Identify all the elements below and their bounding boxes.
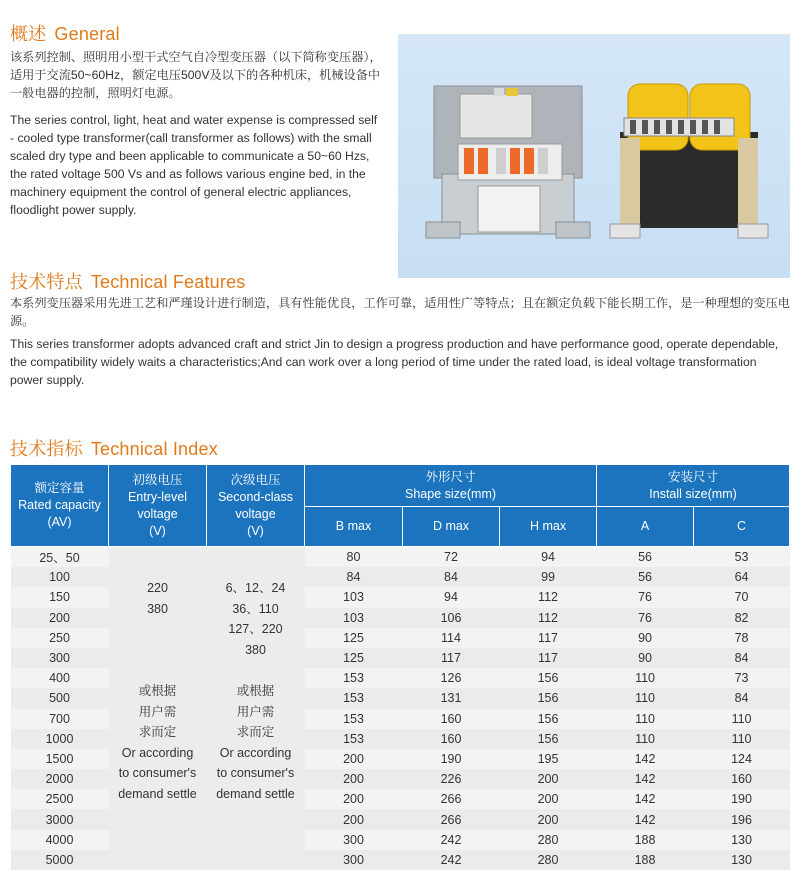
general-text-en: The series control, light, heat and water expense is compressed self - cooled type transformer(call transformer as follows) with the small scaled dry type and been applicable to communicate a 50~60 Hzs, the rated voltage 500 Vs and as follows various engine bed, in the machinery equipment the control of general electric appliances, floodlight power supply. xyxy=(10,113,378,217)
header-install-cn: 安装尺寸 xyxy=(668,469,719,484)
cell-c: 70 xyxy=(694,587,790,607)
cell-c: 53 xyxy=(694,547,790,568)
secondary-value: 127、220 xyxy=(228,622,283,636)
cell-capacity: 4000 xyxy=(11,830,109,850)
cell-b-max: 300 xyxy=(305,850,403,870)
index-title-cn: 技术指标 xyxy=(10,439,83,459)
cell-h-max: 280 xyxy=(500,830,597,850)
cell-capacity: 5000 xyxy=(11,850,109,870)
cell-d-max: 126 xyxy=(403,668,500,688)
header-install-en: Install size(mm) xyxy=(649,486,737,501)
cell-a: 90 xyxy=(597,628,694,648)
cell-d-max: 114 xyxy=(403,628,500,648)
cell-h-max: 195 xyxy=(500,749,597,769)
header-primary-en: Entry-level voltage xyxy=(127,489,188,521)
features-heading xyxy=(10,268,246,294)
cell-capacity: 2000 xyxy=(11,769,109,789)
cell-secondary-voltage xyxy=(207,547,305,871)
header-d-max: D max xyxy=(403,507,500,547)
cell-capacity: 25、50 xyxy=(11,547,109,568)
cell-a: 110 xyxy=(597,729,694,749)
cell-a: 142 xyxy=(597,789,694,809)
cell-h-max: 99 xyxy=(500,567,597,587)
transformer-illustration xyxy=(398,34,790,278)
cell-h-max: 280 xyxy=(500,850,597,870)
cell-d-max: 84 xyxy=(403,567,500,587)
header-shape-cn: 外形尺寸 xyxy=(425,469,476,484)
cell-d-max: 242 xyxy=(403,830,500,850)
header-capacity-unit: (AV) xyxy=(47,515,72,529)
cell-c: 196 xyxy=(694,809,790,829)
cell-h-max: 117 xyxy=(500,628,597,648)
cell-capacity: 150 xyxy=(11,587,109,607)
features-title-cn: 技术特点 xyxy=(10,272,83,292)
cell-b-max: 200 xyxy=(305,769,403,789)
cell-b-max: 300 xyxy=(305,830,403,850)
cell-h-max: 200 xyxy=(500,809,597,829)
cell-capacity: 400 xyxy=(11,668,109,688)
cell-capacity: 2500 xyxy=(11,789,109,809)
cell-d-max: 72 xyxy=(403,547,500,568)
cell-d-max: 131 xyxy=(403,688,500,708)
cell-c: 190 xyxy=(694,789,790,809)
cell-c: 130 xyxy=(694,830,790,850)
secondary-value: 6、12、24 xyxy=(225,581,286,595)
cell-a: 90 xyxy=(597,648,694,668)
cell-d-max: 266 xyxy=(403,789,500,809)
primary-value: 220 xyxy=(147,581,168,595)
cell-d-max: 94 xyxy=(403,587,500,607)
index-title-en: Technical Index xyxy=(90,439,218,459)
cell-c: 124 xyxy=(694,749,790,769)
cell-capacity: 1000 xyxy=(11,729,109,749)
header-capacity-cn: 额定容量 xyxy=(34,481,85,495)
cell-b-max: 153 xyxy=(305,729,403,749)
custom-note-line: 求而定 xyxy=(236,725,275,739)
primary-value: 380 xyxy=(147,601,168,616)
cell-a: 56 xyxy=(597,547,694,568)
cell-b-max: 125 xyxy=(305,648,403,668)
cell-b-max: 200 xyxy=(305,789,403,809)
custom-note-line: Or according xyxy=(121,745,194,760)
cell-a: 142 xyxy=(597,769,694,789)
header-h-max: H max xyxy=(500,507,597,547)
cell-c: 160 xyxy=(694,769,790,789)
cell-d-max: 160 xyxy=(403,729,500,749)
cell-c: 78 xyxy=(694,628,790,648)
cell-d-max: 226 xyxy=(403,769,500,789)
cell-c: 73 xyxy=(694,668,790,688)
header-shape-en: Shape size(mm) xyxy=(405,486,497,501)
header-primary-unit: (V) xyxy=(149,523,166,538)
cell-h-max: 117 xyxy=(500,648,597,668)
cell-b-max: 80 xyxy=(305,547,403,568)
cell-a: 110 xyxy=(597,668,694,688)
cell-b-max: 103 xyxy=(305,608,403,628)
cell-capacity: 200 xyxy=(11,608,109,628)
cell-b-max: 84 xyxy=(305,567,403,587)
header-capacity xyxy=(11,465,109,547)
cell-d-max: 242 xyxy=(403,850,500,870)
header-shape xyxy=(305,465,597,507)
cell-b-max: 153 xyxy=(305,668,403,688)
cell-a: 56 xyxy=(597,567,694,587)
cell-c: 64 xyxy=(694,567,790,587)
cell-c: 110 xyxy=(694,709,790,729)
cell-c: 110 xyxy=(694,729,790,749)
cell-h-max: 200 xyxy=(500,789,597,809)
general-title-en: General xyxy=(54,24,120,44)
cell-a: 142 xyxy=(597,809,694,829)
index-heading xyxy=(10,435,218,461)
cell-h-max: 200 xyxy=(500,769,597,789)
secondary-value: 380 xyxy=(245,642,266,657)
custom-note-line: 求而定 xyxy=(138,725,177,739)
cell-c: 82 xyxy=(694,608,790,628)
cell-h-max: 156 xyxy=(500,729,597,749)
cell-b-max: 125 xyxy=(305,628,403,648)
custom-note-line: 或根据 xyxy=(138,684,177,698)
cell-b-max: 200 xyxy=(305,749,403,769)
cell-b-max: 153 xyxy=(305,709,403,729)
secondary-value: 36、110 xyxy=(232,601,279,616)
cell-b-max: 153 xyxy=(305,688,403,708)
custom-note-line: to consumer's xyxy=(118,766,197,780)
cell-h-max: 112 xyxy=(500,608,597,628)
cell-c: 130 xyxy=(694,850,790,870)
cell-b-max: 200 xyxy=(305,809,403,829)
cell-c: 84 xyxy=(694,648,790,668)
cell-a: 76 xyxy=(597,608,694,628)
general-heading xyxy=(10,20,120,46)
features-text-en: This series transformer adopts advanced craft and strict Jin to design a progress production and have performance good, operate dependable, the compatibility widely waits a characteristics;And can work over a long period of time under the rated load, is ideal voltage transformation power supply. xyxy=(10,337,779,387)
cell-primary-voltage xyxy=(109,547,207,871)
cell-h-max: 112 xyxy=(500,587,597,607)
header-secondary-cn: 次级电压 xyxy=(230,472,281,487)
custom-note-line: 用户需 xyxy=(236,704,275,719)
cell-a: 188 xyxy=(597,850,694,870)
header-secondary-unit: (V) xyxy=(247,523,264,538)
cell-a: 110 xyxy=(597,688,694,708)
cell-d-max: 266 xyxy=(403,809,500,829)
custom-note-line: 或根据 xyxy=(236,684,275,698)
header-secondary-en: Second-class voltage xyxy=(217,489,294,521)
cell-capacity: 250 xyxy=(11,628,109,648)
table-row xyxy=(11,547,790,568)
cell-d-max: 106 xyxy=(403,608,500,628)
cell-h-max: 156 xyxy=(500,709,597,729)
header-primary-cn: 初级电压 xyxy=(132,472,183,487)
general-title-cn: 概述 xyxy=(10,24,47,44)
header-c: C xyxy=(694,507,790,547)
cell-h-max: 156 xyxy=(500,688,597,708)
cell-d-max: 190 xyxy=(403,749,500,769)
header-secondary xyxy=(207,465,305,547)
cell-b-max: 103 xyxy=(305,587,403,607)
product-photo xyxy=(398,34,790,278)
general-text-cn: 该系列控制、照明用小型干式空气自冷型变压器（以下简称变压器），适用于交流50~60Hz，额定电压500V及以下的各种机床，机械设备中一般电器的控制，照明灯电源。 xyxy=(10,50,382,100)
cell-d-max: 117 xyxy=(403,648,500,668)
cell-capacity: 700 xyxy=(11,709,109,729)
cell-a: 110 xyxy=(597,709,694,729)
custom-note-line: demand settle xyxy=(118,786,197,801)
custom-note-line: demand settle xyxy=(216,786,295,801)
header-a: A xyxy=(597,507,694,547)
header-primary xyxy=(109,465,207,547)
header-b-max: B max xyxy=(305,507,403,547)
cell-c: 84 xyxy=(694,688,790,708)
cell-a: 76 xyxy=(597,587,694,607)
features-title-en: Technical Features xyxy=(90,272,246,292)
custom-note-line: to consumer's xyxy=(216,766,295,780)
cell-a: 188 xyxy=(597,830,694,850)
cell-h-max: 156 xyxy=(500,668,597,688)
custom-note-line: Or according xyxy=(219,745,292,760)
cell-d-max: 160 xyxy=(403,709,500,729)
custom-note-line: 用户需 xyxy=(138,704,177,719)
header-capacity-en: Rated capacity xyxy=(18,498,101,512)
cell-a: 142 xyxy=(597,749,694,769)
spec-table xyxy=(10,464,790,870)
cell-capacity: 100 xyxy=(11,567,109,587)
cell-capacity: 1500 xyxy=(11,749,109,769)
cell-capacity: 500 xyxy=(11,688,109,708)
cell-h-max: 94 xyxy=(500,547,597,568)
cell-capacity: 3000 xyxy=(11,809,109,829)
header-install xyxy=(597,465,790,507)
features-text-cn: 本系列变压器采用先进工艺和严瑾设计进行制造，具有性能优良，工作可靠，适用性广等特点；且在额定负载下能长期工作，是一种理想的变压电源。 xyxy=(10,296,790,328)
cell-capacity: 300 xyxy=(11,648,109,668)
